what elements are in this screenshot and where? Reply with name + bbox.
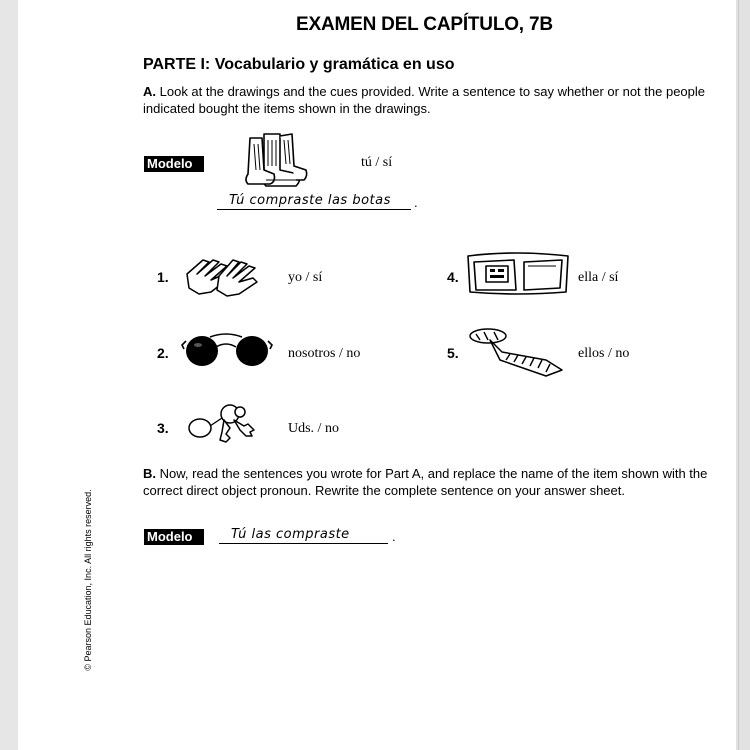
modelo-answer-b: Tú las compraste	[219, 527, 388, 544]
item-number-2: 2.	[157, 345, 169, 361]
page-left-margin	[0, 0, 18, 750]
copyright-notice: © Pearson Education, Inc. All rights reserved.	[83, 489, 93, 671]
boots-icon	[240, 130, 310, 190]
section-b-text: Now, read the sentences you wrote for Part A, and replace the name of the item shown with the correct direct object pronoun. Rewrite the complete sentence on your answer sheet.	[143, 466, 708, 498]
part-heading: PARTE I: Vocabulario y gramática en uso	[143, 56, 455, 73]
gloves-icon	[183, 254, 267, 298]
modelo-answer-a: Tú compraste las botas	[217, 193, 411, 210]
tie-icon	[466, 322, 566, 378]
keychain-icon	[186, 402, 262, 446]
item-number-4: 4.	[447, 269, 459, 285]
modelo-period-b: .	[392, 529, 396, 544]
page-right-margin	[736, 0, 750, 750]
item-cue-1: yo / sí	[288, 270, 323, 285]
wallet-icon	[466, 250, 570, 298]
modelo-cue: tú / sí	[361, 155, 393, 170]
modelo-tag-a: Modelo	[144, 156, 204, 172]
item-cue-2: nosotros / no	[288, 346, 361, 361]
section-b-label: B.	[143, 466, 156, 481]
section-a-label: A.	[143, 84, 156, 99]
page-title: EXAMEN DEL CAPÍTULO, 7B	[296, 14, 553, 35]
item-number-1: 1.	[157, 269, 169, 285]
section-a-instructions	[143, 83, 711, 117]
modelo-period-a: .	[414, 195, 418, 210]
item-cue-4: ella / sí	[578, 270, 619, 285]
item-number-3: 3.	[157, 420, 169, 436]
item-cue-5: ellos / no	[578, 346, 630, 361]
section-a-text: Look at the drawings and the cues provided. Write a sentence to say whether or not the people indicated bought the items shown in the drawings.	[143, 84, 706, 116]
item-number-5: 5.	[447, 345, 459, 361]
modelo-tag-b: Modelo	[144, 529, 204, 545]
sunglasses-icon	[180, 331, 274, 371]
item-cue-3: Uds. / no	[288, 421, 339, 436]
section-b-instructions	[143, 465, 711, 499]
